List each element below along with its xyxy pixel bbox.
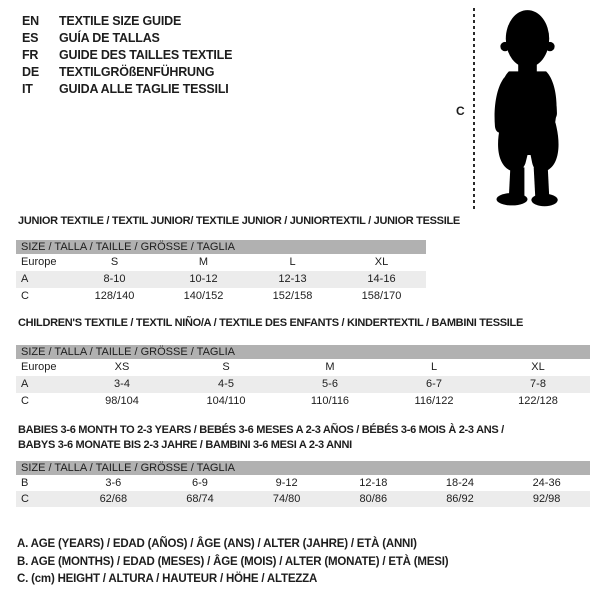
row-label: A	[16, 376, 70, 393]
size-header-bar: SIZE / TALLA / TAILLE / GRÖSSE / TAGLIA	[16, 461, 590, 475]
language-list	[22, 13, 232, 98]
table-row	[16, 376, 590, 393]
table-cell: 140/152	[183, 290, 224, 302]
lang-row-en	[22, 13, 232, 30]
table-cell: 6-7	[382, 376, 486, 393]
children-size-table	[16, 345, 590, 410]
table-cell: 128/140	[94, 290, 135, 302]
table-row	[16, 359, 590, 376]
table-cell: 3-4	[70, 376, 174, 393]
babies-section-title-line1: BABIES 3-6 MONTH TO 2-3 YEARS / BEBÉS 3-6 MESES A 2-3 AÑOS / BÉBÉS 3-6 MOIS À 2-3 ANS /	[18, 424, 504, 436]
table-cell: 5-6	[278, 376, 382, 393]
table-cell: 12-13	[248, 271, 337, 288]
table-cell: 80/86	[330, 491, 417, 507]
table-cell: 98/104	[105, 395, 139, 407]
table-cell: S	[110, 256, 119, 268]
note-age-years: A. AGE (YEARS) / EDAD (AÑOS) / ÂGE (ANS) / ALTER (JAHRE) / ETÀ (ANNI)	[17, 538, 417, 550]
table-cell: S	[222, 361, 230, 373]
height-measure-dashed-line	[473, 8, 475, 209]
table-cell: 152/158	[272, 290, 313, 302]
table-cell: 158/170	[361, 290, 402, 302]
lang-code: FR	[22, 48, 39, 62]
size-header-bar: SIZE / TALLA / TAILLE / GRÖSSE / TAGLIA	[16, 240, 426, 254]
baby-silhouette-icon	[481, 6, 574, 208]
children-section	[16, 316, 590, 410]
legend-notes	[17, 536, 448, 589]
lang-code: IT	[22, 82, 33, 96]
table-cell: 24-36	[532, 477, 561, 489]
size-header-bar: SIZE / TALLA / TAILLE / GRÖSSE / TAGLIA	[16, 345, 590, 359]
table-cell: XS	[114, 361, 130, 373]
junior-section	[16, 214, 460, 305]
lang-title: TEXTILGRÖßENFÜHRUNG	[59, 65, 215, 79]
table-row	[16, 240, 426, 254]
note-height-cm: C. (cm) HEIGHT / ALTURA / HAUTEUR / HÖHE / ALTEZZA	[17, 573, 318, 585]
lang-title: GUÍA DE TALLAS	[59, 31, 160, 45]
lang-row-de	[22, 64, 232, 81]
row-label: B	[21, 477, 29, 489]
table-cell: XL	[374, 256, 389, 268]
table-cell: 12-18	[359, 477, 388, 489]
row-label: Europe	[21, 361, 57, 373]
lang-title: TEXTILE SIZE GUIDE	[59, 14, 182, 28]
lang-title: GUIDE DES TAILLES TEXTILE	[59, 48, 233, 62]
table-row	[16, 491, 590, 507]
table-cell: 18-24	[445, 477, 475, 489]
table-cell: 110/116	[310, 395, 350, 407]
lang-row-it	[22, 81, 232, 98]
row-label: C	[21, 290, 29, 302]
table-row	[16, 475, 590, 491]
table-cell: 10-12	[159, 271, 248, 288]
table-cell: 8-10	[70, 271, 159, 288]
row-label: C	[16, 491, 70, 507]
table-cell: 6-9	[192, 477, 208, 489]
table-cell: M	[198, 256, 209, 268]
height-measure-label: C	[456, 104, 465, 118]
table-cell: 86/92	[417, 491, 504, 507]
lang-row-es	[22, 30, 232, 47]
lang-code: EN	[22, 14, 39, 28]
row-label: A	[16, 271, 70, 288]
table-cell: M	[325, 361, 335, 373]
table-cell: 68/74	[157, 491, 244, 507]
lang-row-fr	[22, 47, 232, 64]
table-row	[16, 393, 590, 410]
table-cell: L	[289, 256, 296, 268]
table-row	[16, 345, 590, 359]
children-section-title: CHILDREN'S TEXTILE / TEXTIL NIÑO/A / TEXTILE DES ENFANTS / KINDERTEXTIL / BAMBINI TESSILE	[18, 317, 523, 329]
lang-code: ES	[22, 31, 39, 45]
table-row	[16, 288, 426, 305]
junior-section-title: JUNIOR TEXTILE / TEXTIL JUNIOR/ TEXTILE JUNIOR / JUNIORTEXTIL / JUNIOR TESSILE	[18, 215, 460, 227]
row-label: Europe	[21, 256, 57, 268]
table-cell: 116/122	[414, 395, 454, 407]
table-cell: 14-16	[337, 271, 426, 288]
table-cell: L	[430, 361, 438, 373]
note-age-months: B. AGE (MONTHS) / EDAD (MESES) / ÂGE (MOIS) / ALTER (MONATE) / ETÀ (MESI)	[17, 555, 449, 568]
table-cell: 4-5	[174, 376, 278, 393]
table-cell: 74/80	[243, 491, 330, 507]
table-cell: 62/68	[70, 491, 157, 507]
table-cell: 104/110	[206, 395, 246, 407]
table-cell: 92/98	[503, 491, 590, 507]
table-row	[16, 254, 426, 271]
table-cell: 3-6	[105, 477, 122, 489]
table-row	[16, 461, 590, 475]
table-cell: 9-12	[275, 477, 298, 489]
table-cell: 7-8	[486, 376, 590, 393]
babies-section	[16, 423, 590, 507]
babies-size-table	[16, 461, 590, 507]
table-cell: XL	[531, 361, 545, 373]
table-row	[16, 271, 426, 288]
lang-code: DE	[22, 65, 39, 79]
babies-section-title-line2: BABYS 3-6 MONATE BIS 2-3 JAHRE / BAMBINI 3-6 MESI A 2-3 ANNI	[18, 439, 352, 451]
row-label: C	[21, 395, 29, 407]
lang-title: GUIDA ALLE TAGLIE TESSILI	[59, 82, 229, 96]
table-cell: 122/128	[518, 395, 558, 407]
junior-size-table	[16, 240, 426, 305]
